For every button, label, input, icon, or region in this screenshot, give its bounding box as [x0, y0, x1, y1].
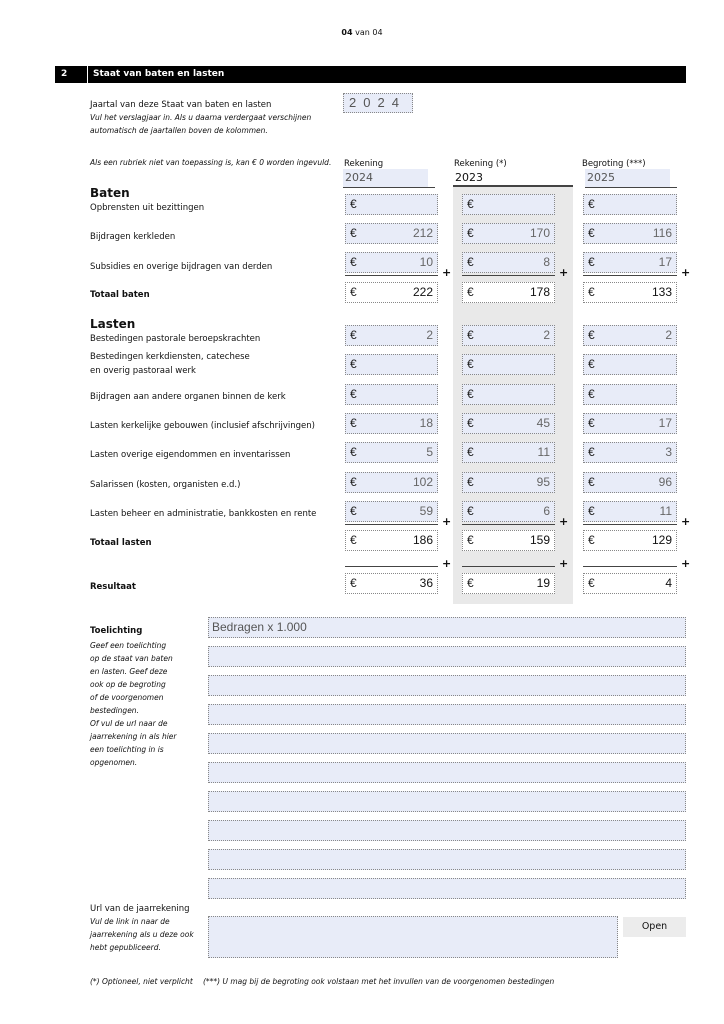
euro-sign: €: [350, 285, 357, 299]
result-field: [583, 573, 677, 594]
euro-sign: €: [588, 197, 595, 211]
amount-value: 11: [659, 504, 672, 518]
amount-field[interactable]: [345, 442, 438, 463]
amount-value: 2: [426, 328, 433, 342]
toelichting-help: bestedingen.: [90, 706, 139, 715]
total-field: [345, 282, 438, 303]
page-number: [0, 28, 724, 37]
year-input[interactable]: 2024: [343, 93, 413, 113]
resultaat-label: Resultaat: [90, 582, 136, 592]
toelichting-help: ook op de begroting: [90, 680, 166, 689]
sum-rule: [462, 566, 555, 567]
plus-sign: +: [442, 557, 452, 570]
amount-value: 17: [658, 416, 672, 430]
sum-rule: [583, 275, 677, 276]
open-button[interactable]: Open: [623, 917, 686, 937]
amount-value: 102: [412, 475, 433, 489]
result-value: 36: [419, 576, 433, 590]
amount-value: 170: [529, 226, 550, 240]
euro-sign: €: [350, 504, 357, 518]
section-header: [55, 66, 686, 83]
sum-rule: [583, 566, 677, 567]
baten-heading: Baten: [90, 186, 130, 200]
toelichting-line[interactable]: [208, 820, 686, 841]
euro-sign: €: [588, 504, 595, 518]
amount-field[interactable]: [583, 325, 677, 346]
result-value: 19: [536, 576, 550, 590]
col-underline-3: [585, 187, 677, 188]
sum-rule: [345, 566, 438, 567]
amount-field[interactable]: [583, 442, 677, 463]
section-divider: [87, 66, 88, 83]
col-label-2: Rekening (*): [454, 159, 507, 169]
lasten-row-label: Bestedingen pastorale beroepskrachten: [90, 334, 261, 344]
euro-sign: €: [467, 285, 474, 299]
sum-rule: [462, 275, 555, 276]
sum-rule: [345, 275, 438, 276]
amount-value: 5: [426, 445, 433, 459]
amount-value: 11: [537, 445, 550, 459]
amount-field[interactable]: [462, 442, 555, 463]
euro-sign: €: [350, 328, 357, 342]
euro-sign: €: [588, 445, 595, 459]
amount-value: 3: [665, 445, 672, 459]
plus-sign: +: [442, 266, 452, 279]
result-field: [345, 573, 438, 594]
plus-sign: +: [559, 515, 569, 528]
col-label-3: Begroting (***): [582, 159, 646, 169]
url-help: jaarrekening als u deze ook: [90, 930, 194, 939]
baten-row-label: Opbrensten uit bezittingen: [90, 203, 205, 213]
url-label: Url van de jaarrekening: [90, 904, 190, 914]
result-value: 4: [665, 576, 672, 590]
euro-sign: €: [467, 475, 474, 489]
footnote-budget: (***) U mag bij de begroting ook volstaan met het invullen van de voorgenomen bestedingen: [203, 977, 555, 986]
sum-rule: [462, 524, 555, 525]
euro-sign: €: [588, 285, 595, 299]
amount-value: 95: [536, 475, 550, 489]
toelichting-line[interactable]: [208, 791, 686, 812]
toelichting-line[interactable]: [208, 733, 686, 754]
amount-field[interactable]: [345, 413, 438, 434]
total-value: 222: [412, 285, 433, 299]
toelichting-help: een toelichting in is: [90, 745, 164, 754]
total-field: [345, 530, 438, 551]
total-field: [583, 530, 677, 551]
amount-field[interactable]: [345, 472, 438, 493]
lasten-total-label: Totaal lasten: [90, 538, 152, 548]
lasten-row-label: Lasten overige eigendommen en inventarissen: [90, 450, 291, 460]
total-field: [583, 282, 677, 303]
page-current: 04: [341, 28, 353, 37]
lasten-row-label: Lasten kerkelijke gebouwen (inclusief afschrijvingen): [90, 421, 315, 431]
toelichting-line[interactable]: [208, 646, 686, 667]
lasten-row-label: Lasten beheer en administratie, bankkosten en rente: [90, 509, 317, 519]
baten-total-label: Totaal baten: [90, 290, 150, 300]
amount-value: 212: [412, 226, 433, 240]
amount-field[interactable]: [462, 223, 555, 244]
euro-sign: €: [350, 445, 357, 459]
euro-sign: €: [588, 576, 595, 590]
url-help: Vul de link in naar de: [90, 917, 170, 926]
toelichting-help: op de staat van baten: [90, 654, 173, 663]
amount-field[interactable]: [345, 354, 438, 375]
toelichting-line[interactable]: Bedragen x 1.000: [208, 617, 686, 638]
col-underline-1: [343, 187, 435, 188]
amount-field[interactable]: [462, 354, 555, 375]
amount-field[interactable]: [583, 252, 677, 273]
total-value: 178: [529, 285, 550, 299]
lasten-row-label: en overig pastoraal werk: [90, 366, 196, 376]
total-value: 159: [529, 533, 550, 547]
plus-sign: +: [442, 515, 452, 528]
euro-sign: €: [467, 226, 474, 240]
footnote-optional: (*) Optioneel, niet verplicht: [90, 977, 193, 986]
page-total: 04: [372, 28, 383, 37]
plus-sign: +: [681, 515, 691, 528]
page-of-label: van: [355, 28, 370, 37]
euro-sign: €: [467, 533, 474, 547]
euro-sign: €: [467, 357, 474, 371]
baten-row-label: Bijdragen kerkleden: [90, 232, 176, 242]
amount-value: 18: [419, 416, 433, 430]
plus-sign: +: [681, 557, 691, 570]
zero-note: Als een rubriek niet van toepassing is, kan € 0 worden ingevuld.: [90, 158, 332, 167]
result-field: [462, 573, 555, 594]
amount-field[interactable]: [462, 325, 555, 346]
euro-sign: €: [467, 445, 474, 459]
euro-sign: €: [350, 197, 357, 211]
total-field: [462, 530, 555, 551]
euro-sign: €: [467, 255, 474, 269]
toelichting-help: jaarrekening in als hier: [90, 732, 177, 741]
url-help: hebt gepubliceerd.: [90, 943, 161, 952]
col-label-1: Rekening: [344, 159, 384, 169]
euro-sign: €: [588, 226, 595, 240]
amount-field[interactable]: [462, 501, 555, 522]
lasten-heading: Lasten: [90, 317, 136, 331]
amount-field[interactable]: [345, 325, 438, 346]
amount-value: 116: [652, 226, 672, 240]
col-year-3: 2025: [585, 169, 670, 187]
amount-value: 17: [658, 255, 672, 269]
euro-sign: €: [588, 475, 595, 489]
euro-sign: €: [350, 357, 357, 371]
amount-field[interactable]: [345, 252, 438, 273]
amount-field[interactable]: [345, 501, 438, 522]
sum-rule: [583, 524, 677, 525]
total-value: 129: [651, 533, 672, 547]
url-input[interactable]: [208, 916, 618, 958]
toelichting-line[interactable]: [208, 675, 686, 696]
amount-field[interactable]: [345, 223, 438, 244]
euro-sign: €: [467, 387, 474, 401]
amount-field[interactable]: [462, 384, 555, 405]
total-value: 133: [651, 285, 672, 299]
toelichting-line[interactable]: [208, 878, 686, 899]
toelichting-help: en lasten. Geef deze: [90, 667, 168, 676]
baten-row-label: Subsidies en overige bijdragen van derden: [90, 262, 273, 272]
euro-sign: €: [467, 416, 474, 430]
amount-value: 10: [419, 255, 433, 269]
amount-field[interactable]: [583, 413, 677, 434]
lasten-row-label: Salarissen (kosten, organisten e.d.): [90, 480, 241, 490]
euro-sign: €: [350, 576, 357, 590]
year-help-line-1: Vul het verslagjaar in. Als u daarna verdergaat verschijnen: [90, 113, 312, 122]
plus-sign: +: [681, 266, 691, 279]
amount-field[interactable]: [462, 252, 555, 273]
amount-field[interactable]: [583, 384, 677, 405]
plus-sign: +: [559, 266, 569, 279]
euro-sign: €: [467, 197, 474, 211]
section-number: 2: [61, 69, 68, 79]
amount-field[interactable]: [583, 223, 677, 244]
euro-sign: €: [588, 328, 595, 342]
euro-sign: €: [467, 328, 474, 342]
lasten-row-label: Bijdragen aan andere organen binnen de kerk: [90, 392, 286, 402]
plus-sign: +: [559, 557, 569, 570]
euro-sign: €: [467, 504, 474, 518]
amount-field[interactable]: [583, 194, 677, 215]
euro-sign: €: [588, 533, 595, 547]
amount-value: 6: [543, 504, 550, 518]
euro-sign: €: [588, 387, 595, 401]
toelichting-help: Geef een toelichting: [90, 641, 167, 650]
toelichting-line[interactable]: [208, 762, 686, 783]
section-title: Staat van baten en lasten: [93, 69, 225, 79]
total-value: 186: [412, 533, 433, 547]
amount-field[interactable]: [583, 472, 677, 493]
euro-sign: €: [350, 533, 357, 547]
amount-value: 2: [543, 328, 550, 342]
euro-sign: €: [467, 576, 474, 590]
euro-sign: €: [350, 475, 357, 489]
sum-rule: [345, 524, 438, 525]
amount-field[interactable]: [462, 472, 555, 493]
year-help-line-2: automatisch de jaartallen boven de kolommen.: [90, 126, 268, 135]
euro-sign: €: [350, 387, 357, 401]
amount-field[interactable]: [345, 384, 438, 405]
euro-sign: €: [350, 255, 357, 269]
amount-field[interactable]: [462, 413, 555, 434]
amount-value: 45: [536, 416, 550, 430]
euro-sign: €: [350, 416, 357, 430]
toelichting-help: of de voorgenomen: [90, 693, 164, 702]
toelichting-title: Toelichting: [90, 626, 143, 636]
euro-sign: €: [588, 416, 595, 430]
amount-value: 8: [543, 255, 550, 269]
amount-field[interactable]: [462, 194, 555, 215]
euro-sign: €: [588, 357, 595, 371]
euro-sign: €: [350, 226, 357, 240]
lasten-row-label: Bestedingen kerkdiensten, catechese: [90, 352, 250, 362]
toelichting-line[interactable]: [208, 704, 686, 725]
amount-field[interactable]: [583, 354, 677, 375]
amount-value: 59: [419, 504, 433, 518]
col-year-2: 2023: [453, 169, 573, 187]
amount-field[interactable]: [583, 501, 677, 522]
total-field: [462, 282, 555, 303]
toelichting-help: opgenomen.: [90, 758, 138, 767]
amount-value: 96: [658, 475, 672, 489]
year-label: Jaartal van deze Staat van baten en lasten: [90, 100, 272, 110]
toelichting-help: Of vul de url naar de: [90, 719, 168, 728]
euro-sign: €: [588, 255, 595, 269]
amount-value: 2: [665, 328, 672, 342]
col-year-1: 2024: [343, 169, 428, 187]
toelichting-line[interactable]: [208, 849, 686, 870]
amount-field[interactable]: [345, 194, 438, 215]
